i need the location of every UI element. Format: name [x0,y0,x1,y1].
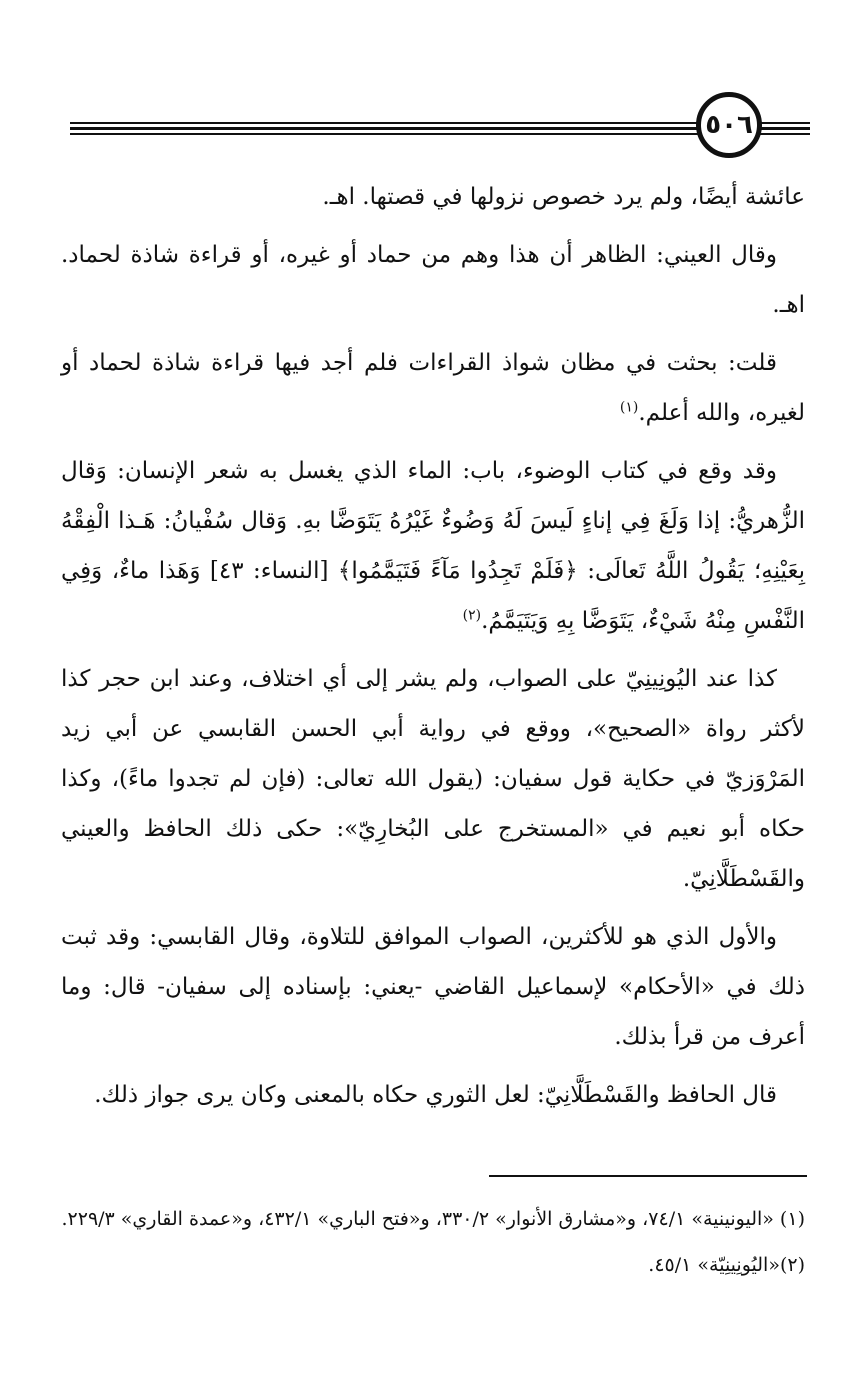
footnote-reference: (١) [619,399,639,416]
paragraph: والأول الذي هو للأكثرين، الصواب الموافق للتلاوة، وقال القابسي: وقد ثبت ذلك في «الأحكام» لإسماعيل القاضي -يعني: بإسناده إلى سفيان- قال: وما أعرف من قرأ بذلك. [61,924,805,1050]
header-rule-line [70,122,790,124]
header-rule-line [760,127,810,130]
page-header [70,90,810,170]
page-number: ٥٠٦ [696,92,762,158]
header-rule [70,122,790,136]
header-rule-line [70,127,790,130]
header-rule-line [70,133,790,135]
footnote: (١) «اليونينية» ٧٤/١، و«مشارق الأنوار» ٣٣٠/٢، و«فتح الباري» ٤٣٢/١، و«عمدة القاري» ٢٢٩/٣. [61,1208,805,1230]
paragraph: وقال العيني: الظاهر أن هذا وهم من حماد أو غيره، أو قراءة شاذة لحماد. اهـ. [61,242,805,318]
paragraph: عائشة أيضًا، ولم يرد خصوص نزولها في قصتها. اهـ. [322,184,805,210]
header-rule-tail [760,122,810,136]
paragraph-with-footnote [61,446,805,646]
main-text [61,172,805,1128]
header-rule-line [760,122,810,124]
paragraph-text: وقد وقع في كتاب الوضوء، باب: الماء الذي يغسل به شعر الإنسان: وَقال الزُّهريُّ: إذا وَلَغَ فِي إناءٍ لَيسَ لَهُ وَضُوءٌ غَيْرُهُ يَتَوَضَّا بهِ. وَقال سُفْيانُ: هَـذا الْفِقْهُ بِعَيْنِهِ؛ يَقُولُ اللَّهُ تَعالَى: ﴿فَلَمْ تَجِدُوا مَآءً فَتَيَمَّمُوا﴾ [النساء: ٤٣] وَهَذا ماءٌ، وَفِي النَّفْسِ مِنْهُ شَيْءٌ، يَتَوَضَّا بِهِ وَيَتَيَمَّمُ. [61,458,805,634]
paragraph: كذا عند اليُونِينِيّ على الصواب، ولم يشر إلى أي اختلاف، وعند ابن حجر كذا لأكثر رواة «الصحيح»، ووقع في رواية أبي الحسن القابسي عن أبي زيد المَرْوَزيّ في حكاية قول سفيان: (يقول الله تعالى: (فإن لم تجدوا ماءً)، وكذا حكاه أبو نعيم في «المستخرج على البُخارِيّ»: حكى ذلك الحافظ والعيني والقَسْطَلَّانِيّ. [61,666,805,892]
footnote-separator [489,1175,807,1177]
footnote-reference: (٢) [462,607,482,624]
header-rule-line [760,133,810,135]
paragraph-with-footnote [61,338,805,438]
footnote: (٢)«اليُونِينِيّة» ٤٥/١. [648,1254,805,1276]
paragraph-text: قلت: بحثت في مظان شواذ القراءات فلم أجد فيها قراءة شاذة لحماد أو لغيره، والله أعلم. [61,350,805,426]
footnotes [61,1198,805,1290]
paragraph: قال الحافظ والقَسْطَلَّانِيّ: لعل الثوري حكاه بالمعنى وكان يرى جواز ذلك. [94,1082,777,1108]
